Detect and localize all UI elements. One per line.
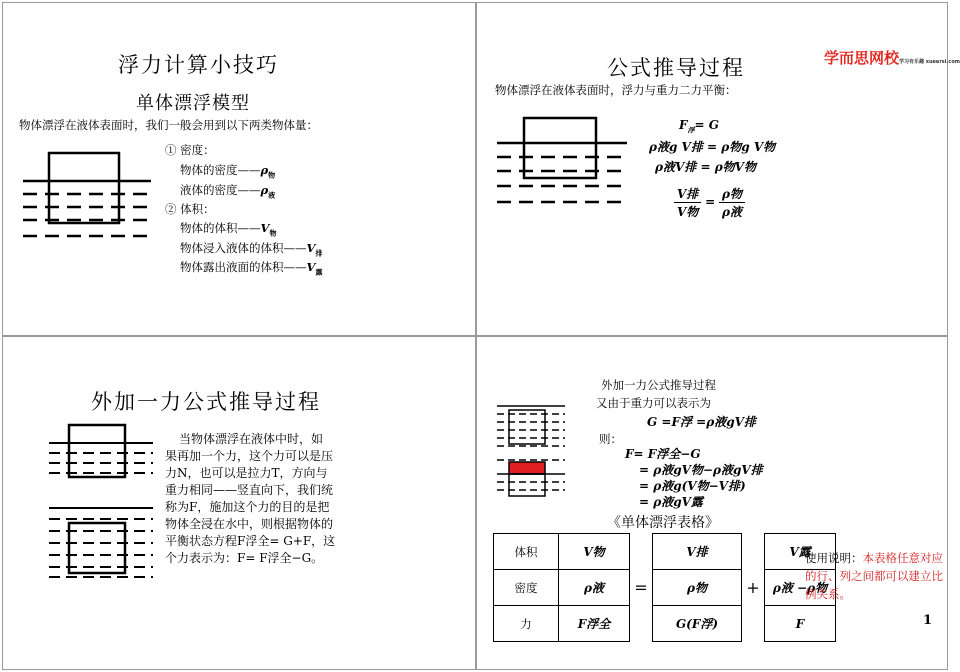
slide-panel-2 — [476, 2, 960, 336]
slide-panel-1 — [2, 2, 476, 336]
liquid-density-line: 液体的密度$——\rho_液$ — [180, 183, 276, 200]
gravity-equation: G =F浮 =ρ液gV排 — [647, 415, 756, 429]
table-cell: F浮全 — [559, 606, 630, 642]
row-label: 力 — [494, 606, 559, 642]
slide-title: 浮力计算小技巧 — [118, 53, 279, 77]
slide-subtitle: 单体漂浮模型 — [136, 93, 250, 114]
then-label: 则： — [599, 432, 622, 446]
derivation-line-1: F= F浮全−G — [625, 447, 701, 461]
table-cell: V排 — [653, 534, 742, 570]
slide-title: 公式推导过程 — [607, 56, 745, 80]
intro-text: 物体漂浮在液体表面时，我们一般会用到以下两类物体量： — [19, 118, 318, 132]
floating-body-table — [493, 533, 836, 642]
object-volume-line: 物体的体积$——V_物$ — [180, 221, 277, 238]
table-cell: ρ液 −ρ物 — [765, 570, 836, 606]
derivation-line-3: = ρ液g(V物−V排) — [639, 479, 746, 493]
page-number: 1 — [923, 613, 933, 628]
table-row — [494, 534, 836, 570]
explanation-paragraph: 当物体漂浮在液体中时，如 果再加一个力，这个力可以是压 力N，也可以是拉力T，方向与 重力相同——竖直向下，我们统 称为F，施加这个力的目的是把 物体全浸在水中，则根据物体的 平衡状态方程F浮全= G+F，这 个力表示为：F= F浮全−G。 — [165, 432, 336, 565]
table-cell: G(F浮) — [653, 606, 742, 642]
row-label: 体积 — [494, 534, 559, 570]
equation-simplified: ρ液V排 = ρ物V物 — [655, 160, 756, 174]
ratio-equation: $\frac{\text{V排}}{\text{V物}}$ = $\frac{\text{ρ物}}{\text{ρ液}}$ — [674, 185, 745, 220]
intro-text: 物体漂浮在液体表面时，浮力与重力二力平衡： — [495, 83, 737, 97]
submerged-block-diagram — [49, 505, 154, 580]
table-cell: V露 — [765, 534, 836, 570]
table-cell: V物 — [559, 534, 630, 570]
row-label: 密度 — [494, 570, 559, 606]
floating-block-diagram — [21, 148, 153, 248]
floating-block-diagram — [49, 423, 154, 481]
density-heading: ① 密度： — [165, 143, 215, 157]
floating-block-diagram — [497, 115, 629, 210]
table-cell: ρ物 — [653, 570, 742, 606]
gravity-note: 又由于重力可以表示为 — [596, 396, 711, 410]
equation-buoyancy-gravity: $F_浮= G$ — [679, 118, 720, 135]
object-density-line: 物体的密度$——\rho_物$ — [180, 163, 276, 180]
block-diagrams-comparison — [497, 400, 567, 500]
table-row — [494, 570, 836, 606]
table-cell: F — [765, 606, 836, 642]
derivation-line-4: = ρ液gV露 — [639, 495, 703, 509]
table-row — [494, 606, 836, 642]
brand-logo: 学而思网校学习有乐趣 xueersi.com — [824, 49, 960, 67]
exposed-volume-line: 物体露出液面的体积$——V_露$ — [180, 260, 323, 277]
slide-title: 外加一力公式推导过程 — [601, 378, 716, 392]
plus-sign: + — [746, 578, 760, 597]
slide-panel-3 — [2, 336, 476, 670]
volume-heading: ② 体积： — [165, 202, 215, 216]
equals-sign: = — [634, 578, 648, 597]
displaced-volume-line: 物体浸入液体的体积$——V_排$ — [180, 241, 323, 258]
equation-expanded: ρ液g V排 = ρ物g V物 — [649, 140, 776, 154]
table-cell: ρ液 — [559, 570, 630, 606]
slide-title: 外加一力公式推导过程 — [91, 390, 321, 414]
derivation-line-2: = ρ液gV物−ρ液gV排 — [639, 463, 763, 477]
usage-note: 使用说明：本表格任意对应的行、列之间都可以建立比例关系。 — [805, 551, 943, 601]
slide-panel-4 — [476, 336, 948, 670]
table-title: 《单体漂浮表格》 — [607, 515, 719, 531]
